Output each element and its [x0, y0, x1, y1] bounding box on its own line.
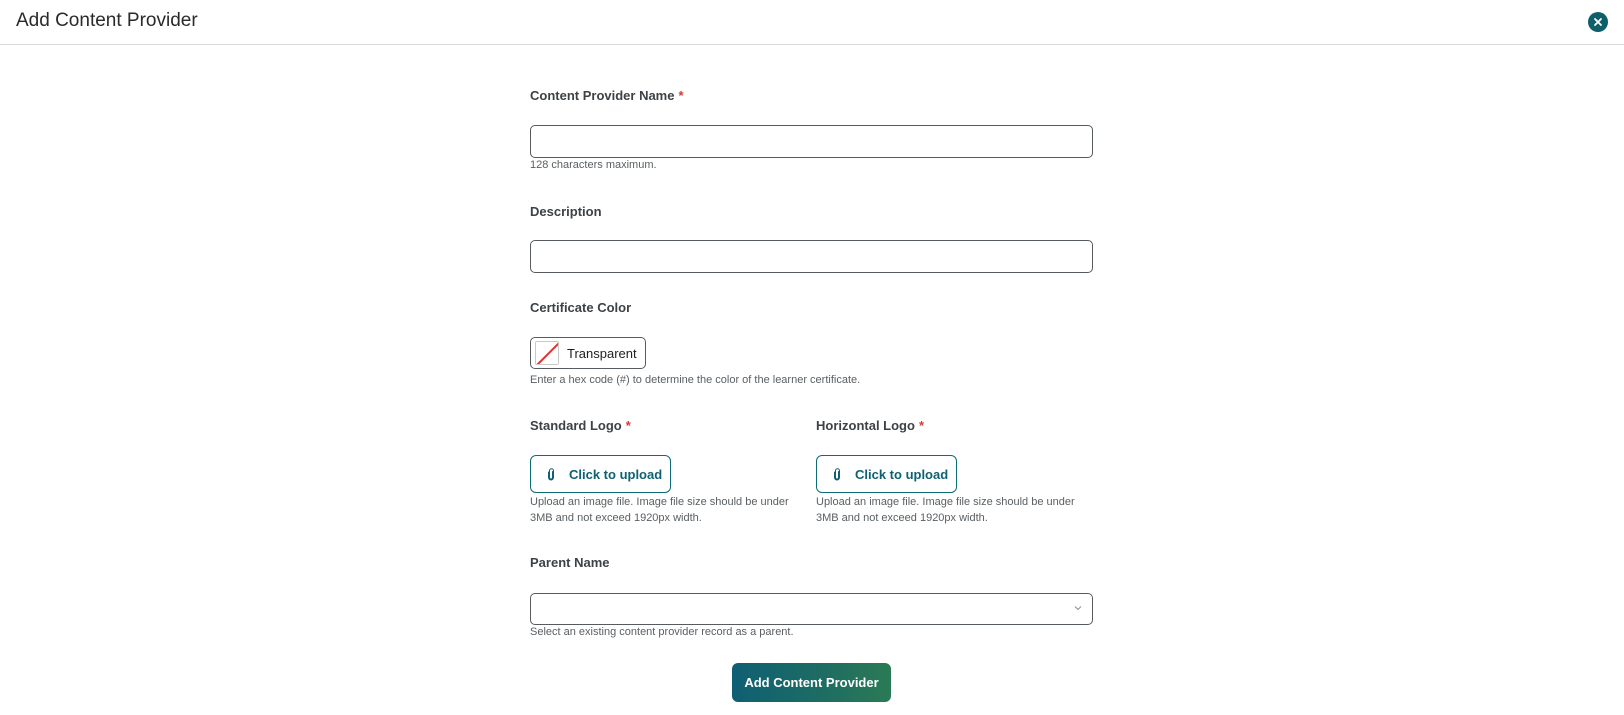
horizontal-logo-help-text: Upload an image file. Image file size should be under 3MB and not exceed 1920px width. [816, 496, 1075, 524]
required-marker: * [625, 418, 631, 433]
certificate-color-label-text: Certificate Color [530, 300, 632, 315]
transparent-swatch-icon [535, 341, 559, 365]
close-button[interactable] [1588, 12, 1608, 32]
parent-name-select[interactable] [530, 593, 1093, 625]
horizontal-logo-label-text: Horizontal Logo [816, 418, 915, 433]
parent-name-label-text: Parent Name [530, 555, 610, 570]
standard-logo-label [530, 418, 631, 433]
name-label-text: Content Provider Name [530, 88, 675, 103]
certificate-color-label [530, 300, 631, 315]
chevron-down-icon [1073, 603, 1083, 613]
parent-name-label [530, 555, 609, 570]
name-help-text: 128 characters maximum. [530, 159, 657, 171]
horizontal-logo-upload-button[interactable] [816, 455, 957, 493]
content-provider-name-input[interactable] [530, 125, 1093, 158]
dialog-header [0, 0, 1624, 45]
page-title: Add Content Provider [16, 10, 198, 31]
add-content-provider-button-label: Add Content Provider [744, 675, 879, 690]
name-label [530, 88, 684, 103]
horizontal-logo-upload-label: Click to upload [855, 466, 949, 482]
standard-logo-upload-button[interactable] [530, 455, 671, 493]
certificate-color-value: Transparent [567, 345, 637, 361]
horizontal-logo-label [816, 418, 924, 433]
certificate-color-help-text: Enter a hex code (#) to determine the color of the learner certificate. [530, 374, 861, 386]
add-content-provider-button[interactable] [732, 663, 891, 702]
required-marker: * [918, 418, 924, 433]
description-input[interactable] [530, 240, 1093, 273]
description-label-text: Description [530, 204, 602, 219]
certificate-color-picker[interactable] [530, 337, 646, 369]
description-label [530, 204, 602, 219]
paperclip-icon [545, 467, 557, 481]
standard-logo-help-text: Upload an image file. Image file size should be under 3MB and not exceed 1920px width. [530, 496, 789, 524]
standard-logo-label-text: Standard Logo [530, 418, 622, 433]
standard-logo-upload-label: Click to upload [569, 466, 663, 482]
close-icon [1593, 17, 1603, 27]
required-marker: * [678, 88, 684, 103]
paperclip-icon [831, 467, 843, 481]
parent-name-help-text: Select an existing content provider record as a parent. [530, 626, 794, 638]
